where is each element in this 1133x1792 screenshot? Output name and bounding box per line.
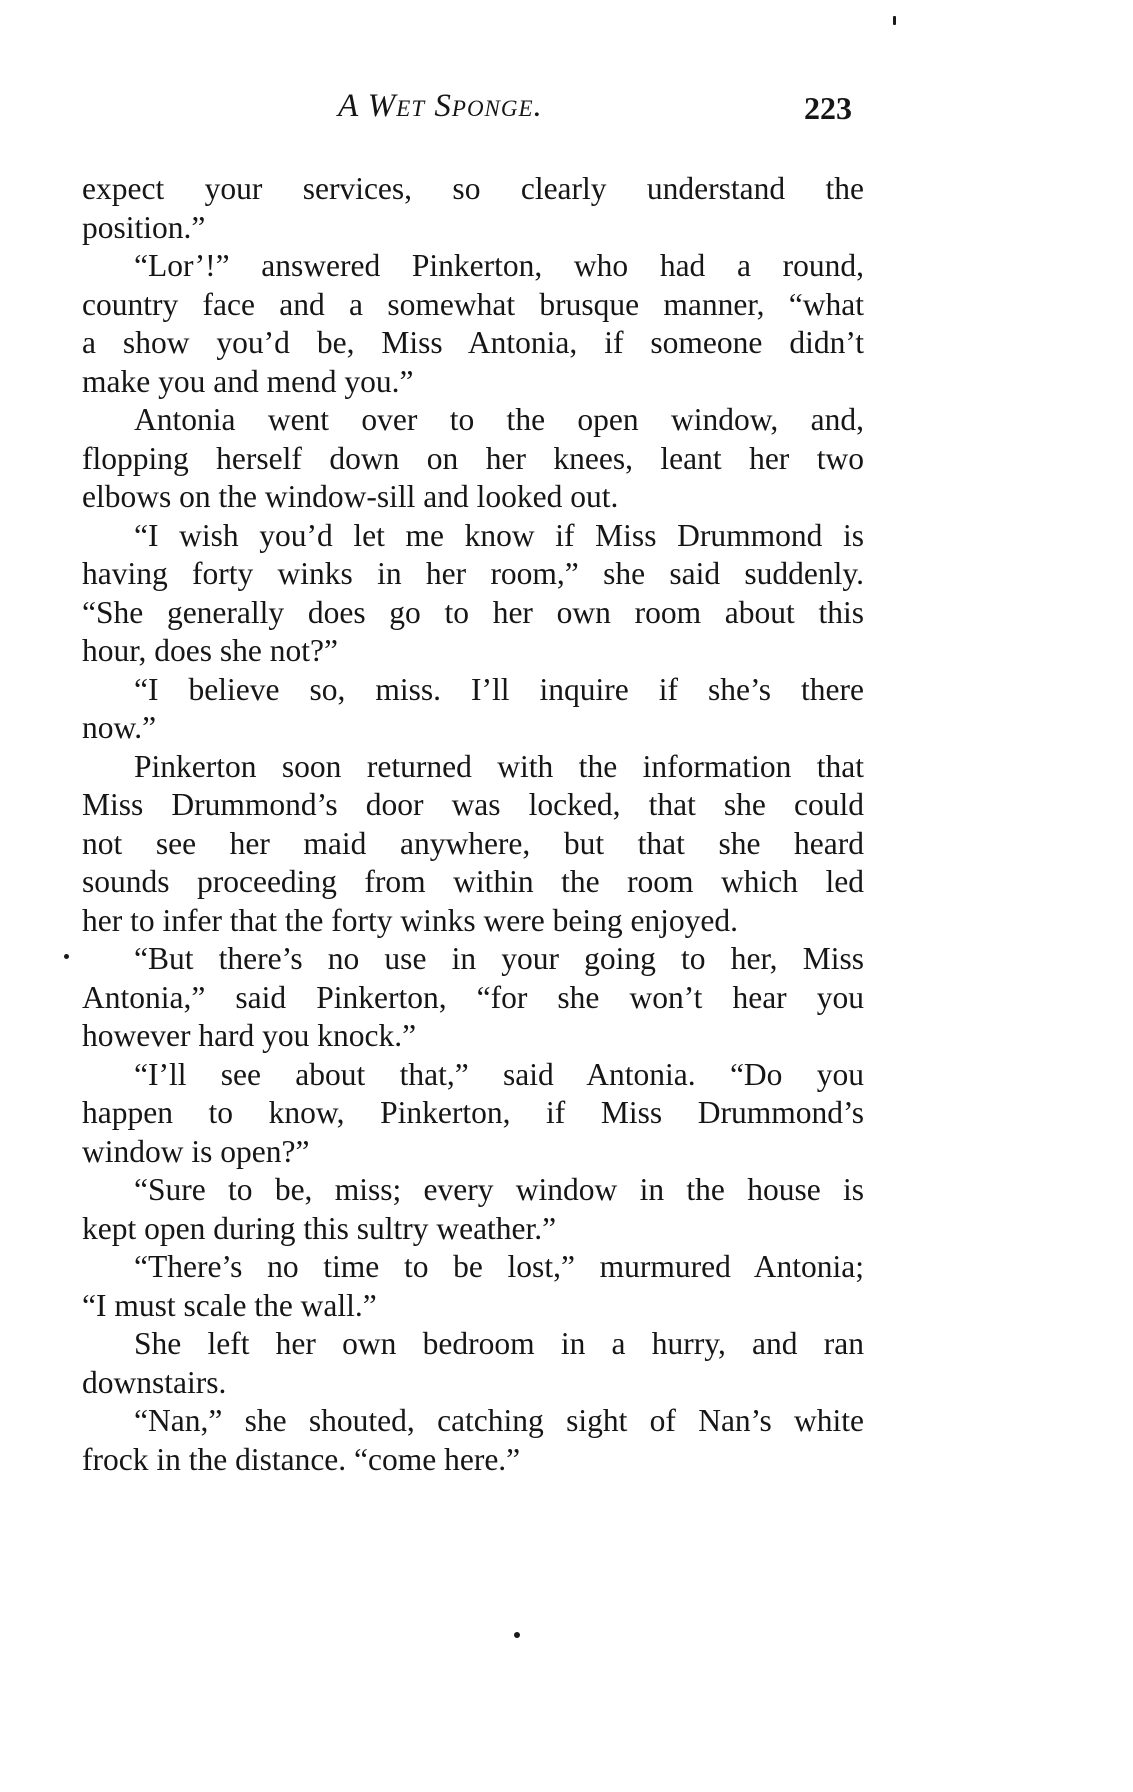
page-header: [0, 88, 1133, 128]
ink-speck-bottom: [514, 1632, 520, 1638]
text-line: “I wish you’d let me know if Miss Drummond is: [134, 517, 864, 553]
text-line: make you and mend you.”: [82, 363, 414, 399]
text-line: country face and a somewhat brusque manner, “what: [82, 286, 864, 322]
text-line: window is open?”: [82, 1133, 310, 1169]
text-line: kept open during this sultry weather.”: [82, 1210, 557, 1246]
text-line: “She generally does go to her own room about this: [82, 594, 864, 630]
text-line: her to infer that the forty winks were being enjoyed.: [82, 902, 739, 938]
text-line: frock in the distance. “come here.”: [82, 1441, 521, 1477]
text-line: sounds proceeding from within the room which led: [82, 864, 864, 899]
text-line: flopping herself down on her knees, leant her two: [82, 440, 864, 476]
text-line: downstairs.: [82, 1364, 227, 1400]
text-line: now.”: [82, 710, 157, 745]
text-line: not see her maid anywhere, but that she heard: [82, 825, 864, 861]
text-line: “Sure to be, miss; every window in the house is: [134, 1172, 864, 1207]
text-line: She left her own bedroom in a hurry, and ran: [134, 1326, 864, 1361]
text-line: “There’s no time to be lost,” murmured Antonia;: [134, 1249, 864, 1284]
text-line: Antonia went over to the open window, and,: [134, 402, 864, 437]
text-line: “I must scale the wall.”: [82, 1287, 377, 1323]
text-line: Pinkerton soon returned with the information that: [134, 748, 864, 784]
text-line: Miss Drummond’s door was locked, that she could: [82, 787, 864, 822]
text-line: expect your services, so clearly understand the: [82, 171, 864, 206]
text-line: a show you’d be, Miss Antonia, if someone didn’t: [82, 325, 864, 360]
text-line: “Lor’!” answered Pinkerton, who had a round,: [134, 248, 864, 283]
text-line: elbows on the window-sill and looked out.: [82, 479, 619, 514]
text-line: “Nan,” she shouted, catching sight of Nan’s white: [134, 1403, 864, 1438]
ink-speck-margin: [64, 954, 69, 959]
text-line: Antonia,” said Pinkerton, “for she won’t hear you: [82, 979, 864, 1015]
text-line: “But there’s no use in your going to her, Miss: [134, 941, 864, 976]
text-line: position.”: [82, 209, 206, 245]
text-line: having forty winks in her room,” she said suddenly.: [82, 556, 864, 591]
text-line: however hard you knock.”: [82, 1018, 417, 1053]
text-line: happen to know, Pinkerton, if Miss Drummond’s: [82, 1095, 864, 1130]
body-text: [82, 170, 864, 1479]
text-line: “I’ll see about that,” said Antonia. “Do you: [134, 1056, 864, 1092]
text-line: “I believe so, miss. I’ll inquire if she’s there: [134, 671, 864, 707]
running-title: A Wet Sponge.: [338, 88, 543, 124]
page-number: 223: [804, 90, 852, 126]
ink-speck-top: [893, 16, 896, 25]
text-line: hour, does she not?”: [82, 633, 338, 668]
